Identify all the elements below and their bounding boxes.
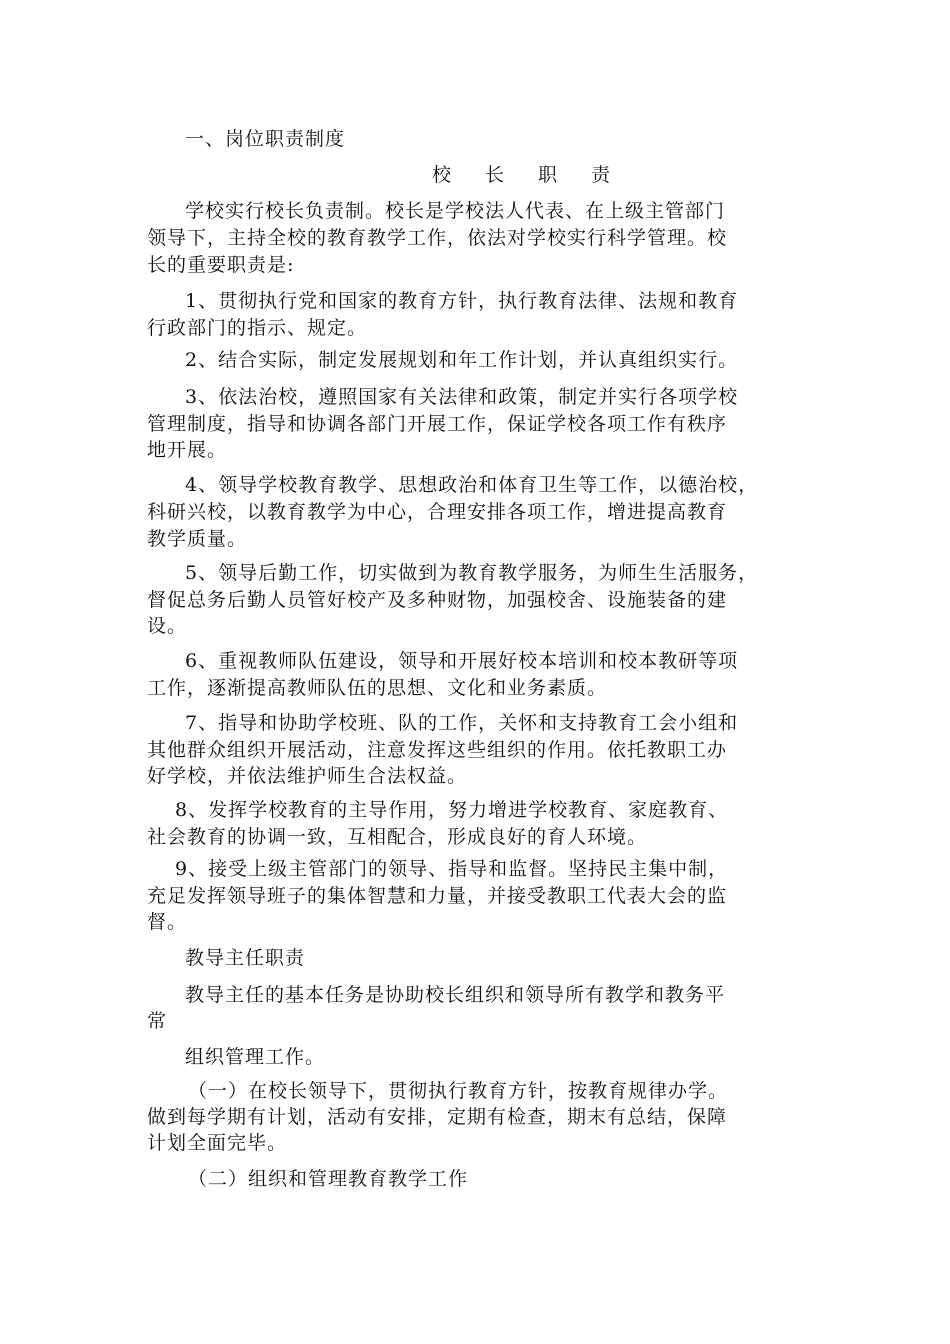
principal-item-7-line: 7、指导和协助学校班、队的工作，关怀和支持教育工会小组和 xyxy=(185,712,739,734)
principal-item-9-line: 9、接受上级主管部门的领导、指导和监督。坚持民主集中制， xyxy=(175,858,729,880)
dean-item-1-line: 做到每学期有计划，活动有安排，定期有检查，期末有总结，保障 xyxy=(147,1106,728,1128)
principal-item-3-line: 地开展。 xyxy=(147,439,228,461)
dean-intro-line: 常 xyxy=(147,1010,168,1032)
principal-item-2-line: 2、结合实际，制定发展规划和年工作计划，并认真组织实行。 xyxy=(185,349,739,371)
section-heading: 一、岗位职责制度 xyxy=(185,128,346,150)
principal-item-8-line: 8、发挥学校教育的主导作用，努力增进学校教育、家庭教育、 xyxy=(175,799,729,821)
dean-item-2-line: （二）组织和管理教育教学工作 xyxy=(188,1168,469,1190)
dean-intro-continuation: 组织管理工作。 xyxy=(185,1046,326,1068)
principal-item-9-line: 充足发挥领导班子的集体智慧和力量，并接受教职工代表大会的监 xyxy=(147,885,728,907)
principal-item-1-line: 行政部门的指示、规定。 xyxy=(147,317,368,339)
principal-item-3-line: 3、依法治校，遵照国家有关法律和政策，制定并实行各项学校 xyxy=(185,386,739,408)
principal-duties-title: 校 长 职 责 xyxy=(432,164,625,186)
principal-item-7-line: 其他群众组织开展活动，注意发挥这些组织的作用。依托教职工办 xyxy=(147,739,728,761)
principal-item-7-line: 好学校，并依法维护师生合法权益。 xyxy=(147,765,468,787)
principal-item-4-line: 科研兴校，以教育教学为中心，合理安排各项工作，增进提高教育 xyxy=(147,501,728,523)
principal-item-5-line: 设。 xyxy=(147,615,188,637)
principal-item-3-line: 管理制度，指导和协调各部门开展工作，保证学校各项工作有秩序 xyxy=(147,413,728,435)
dean-item-1-line: （一）在校长领导下，贯彻执行教育方针，按教育规律办学。 xyxy=(188,1080,729,1102)
principal-intro-line: 学校实行校长负责制。校长是学校法人代表、在上级主管部门 xyxy=(185,200,726,222)
principal-item-5-line: 督促总务后勤人员管好校产及多种财物，加强校舍、设施装备的建 xyxy=(147,589,728,611)
principal-item-5-line: 5、领导后勤工作，切实做到为教育教学服务，为师生生活服务， xyxy=(185,562,759,584)
principal-item-6-line: 工作，逐渐提高教师队伍的思想、文化和业务素质。 xyxy=(147,677,608,699)
dean-duties-title: 教导主任职责 xyxy=(185,947,306,969)
dean-item-1-line: 计划全面完毕。 xyxy=(147,1132,288,1154)
principal-item-4-line: 教学质量。 xyxy=(147,528,248,550)
principal-intro-line: 领导下，主持全校的教育教学工作，依法对学校实行科学管理。校 xyxy=(147,227,728,249)
principal-intro-line: 长的重要职责是: xyxy=(147,254,295,276)
principal-item-8-line: 社会教育的协调一致，互相配合，形成良好的育人环境。 xyxy=(147,826,648,848)
principal-item-4-line: 4、领导学校教育教学、思想政治和体育卫生等工作，以德治校， xyxy=(185,474,759,496)
principal-item-6-line: 6、重视教师队伍建设，领导和开展好校本培训和校本教研等项 xyxy=(185,650,739,672)
dean-intro-line: 教导主任的基本任务是协助校长组织和领导所有教学和教务平 xyxy=(185,984,726,1006)
principal-item-9-line: 督。 xyxy=(147,911,188,933)
principal-item-1-line: 1、贯彻执行党和国家的教育方针，执行教育法律、法规和教育 xyxy=(185,290,739,312)
